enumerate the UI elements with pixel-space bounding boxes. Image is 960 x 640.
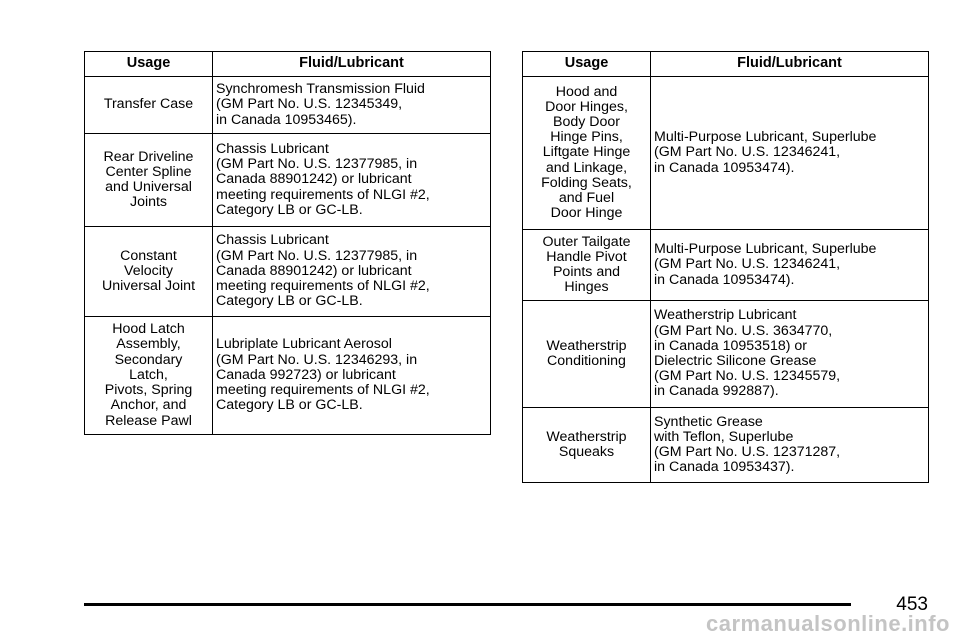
table-row xyxy=(85,317,491,435)
table-row xyxy=(523,408,929,483)
fluid-cell: Weatherstrip Lubricant (GM Part No. U.S. 3634770, in Canada 10953518) or Dielectric Silicone Grease (GM Part No. U.S. 12345579, in Canada 992887). xyxy=(651,301,929,408)
footer-rule xyxy=(84,603,851,606)
usage-cell: Rear Driveline Center Spline and Universal Joints xyxy=(85,134,213,227)
usage-cell: Weatherstrip Conditioning xyxy=(523,301,651,408)
lubricant-table-left xyxy=(84,51,491,435)
table-row xyxy=(85,77,491,134)
fluid-cell: Chassis Lubricant (GM Part No. U.S. 12377985, in Canada 88901242) or lubricant meeting requirements of NLGI #2, Category LB or GC-LB. xyxy=(213,227,491,317)
usage-cell: Hood Latch Assembly, Secondary Latch, Pivots, Spring Anchor, and Release Pawl xyxy=(85,317,213,435)
fluid-cell: Synthetic Grease with Teflon, Superlube (GM Part No. U.S. 12371287, in Canada 10953437). xyxy=(651,408,929,483)
fluid-cell: Multi-Purpose Lubricant, Superlube (GM Part No. U.S. 12346241, in Canada 10953474). xyxy=(651,77,929,230)
watermark: carmanualsonline.info xyxy=(706,611,950,636)
page-number: 453 xyxy=(896,594,928,615)
fluid-header: Fluid/Lubricant xyxy=(651,52,929,77)
fluid-cell: Synchromesh Transmission Fluid (GM Part No. U.S. 12345349, in Canada 10953465). xyxy=(213,77,491,134)
table-row xyxy=(523,77,929,230)
usage-header: Usage xyxy=(85,52,213,77)
usage-cell: Transfer Case xyxy=(85,77,213,134)
table-row xyxy=(85,227,491,317)
table-row xyxy=(523,230,929,301)
table-header-row xyxy=(523,52,929,77)
table-header-row xyxy=(85,52,491,77)
usage-cell: Weatherstrip Squeaks xyxy=(523,408,651,483)
fluid-header: Fluid/Lubricant xyxy=(213,52,491,77)
usage-cell: Outer Tailgate Handle Pivot Points and Hinges xyxy=(523,230,651,301)
table-row xyxy=(523,301,929,408)
fluid-cell: Lubriplate Lubricant Aerosol (GM Part No. U.S. 12346293, in Canada 992723) or lubricant meeting requirements of NLGI #2, Category LB or GC-LB. xyxy=(213,317,491,435)
usage-header: Usage xyxy=(523,52,651,77)
lubricant-table-right xyxy=(522,51,929,483)
table-row xyxy=(85,134,491,227)
fluid-cell: Chassis Lubricant (GM Part No. U.S. 12377985, in Canada 88901242) or lubricant meeting requirements of NLGI #2, Category LB or GC-LB. xyxy=(213,134,491,227)
usage-cell: Constant Velocity Universal Joint xyxy=(85,227,213,317)
usage-cell: Hood and Door Hinges, Body Door Hinge Pins, Liftgate Hinge and Linkage, Folding Seats, and Fuel Door Hinge xyxy=(523,77,651,230)
fluid-cell: Multi-Purpose Lubricant, Superlube (GM Part No. U.S. 12346241, in Canada 10953474). xyxy=(651,230,929,301)
